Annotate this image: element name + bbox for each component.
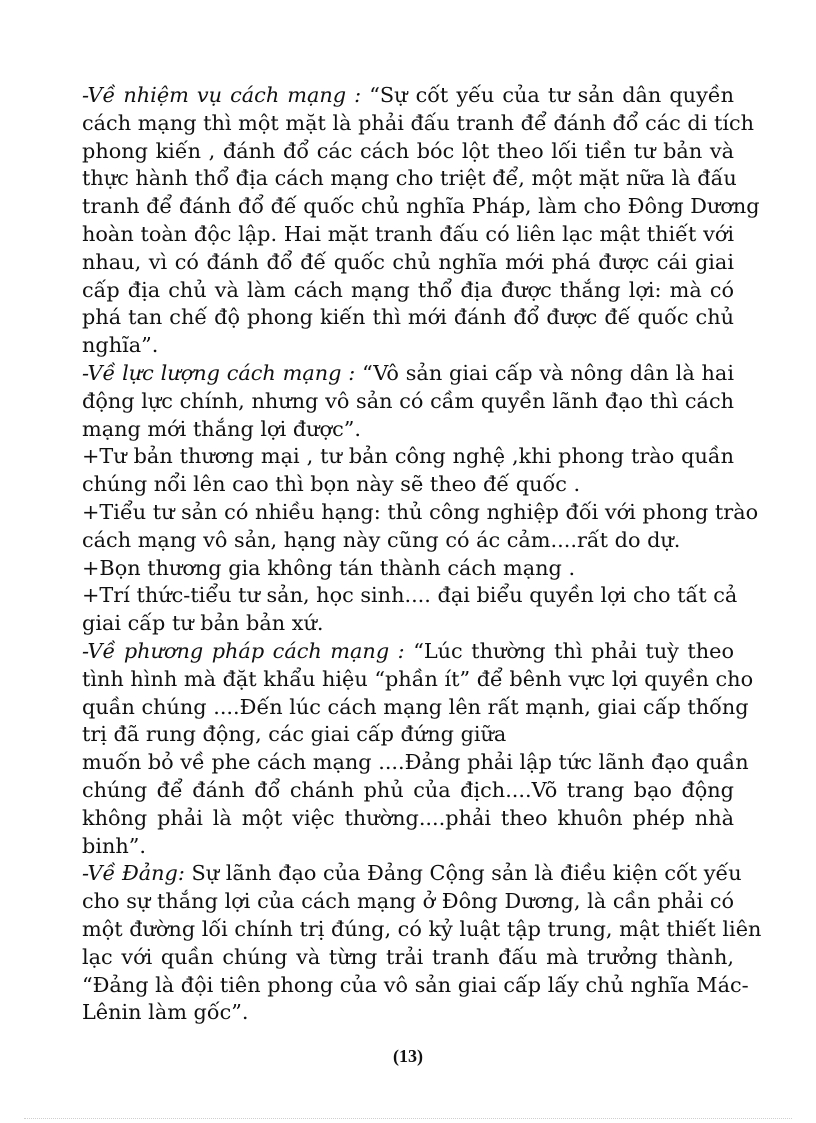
text-line: nhau, vì có đánh đổ đế quốc chủ nghĩa mới phá được cái giai: [82, 249, 734, 274]
footer-divider: [24, 1118, 792, 1119]
bullet-petty-bourgeoisie: [82, 499, 759, 555]
text-line: phong kiến , đánh đổ các cách bóc lột theo lối tiền tư bản và: [82, 138, 734, 163]
text-line: +Tiểu tư sản có nhiều hạng: thủ công nghiệp đối với phong trào: [82, 499, 759, 524]
section-revolutionary-tasks: [82, 82, 760, 360]
text-line: mạng mới thắng lợi được”.: [82, 416, 361, 441]
text-line: cho sự thắng lợi của cách mạng ở Đông Dương, là cần phải có: [82, 889, 734, 914]
section-heading: -Về phương pháp cách mạng :: [82, 638, 405, 663]
text-line: phá tan chế độ phong kiến thì mới đánh đổ được đế quốc chủ: [82, 305, 734, 330]
section-revolutionary-forces: [82, 360, 734, 443]
text-line: lạc với quần chúng và từng trải tranh đấu mà trưởng thành,: [82, 944, 734, 969]
bullet-merchants: [82, 555, 734, 583]
text-line: trị đã rung động, các giai cấp đứng giữa: [82, 722, 507, 747]
text-line: binh”.: [82, 833, 146, 858]
section-heading: -Về nhiệm vụ cách mạng :: [82, 83, 362, 107]
text-line: [82, 860, 742, 888]
text-line: +Tư bản thương mại , tư bản công nghệ ,khi phong trào quần: [82, 444, 734, 469]
text-line: nghĩa”.: [82, 333, 159, 358]
text-line: cách mạng vô sản, hạng này cũng có ác cảm....rất do dự.: [82, 527, 681, 552]
text-line: chúng để đánh đổ chánh phủ của địch....Võ trang bạo động: [82, 777, 734, 802]
text-line: muốn bỏ về phe cách mạng ....Đảng phải lập tức lãnh đạo quần: [82, 750, 749, 775]
text-fragment: “Lúc thường thì phải tuỳ theo: [404, 638, 734, 663]
text-line: cấp địa chủ và làm cách mạng thổ địa được thắng lợi: mà có: [82, 277, 734, 302]
page-number: (13): [393, 1046, 423, 1066]
text-line: cách mạng thì một mặt là phải đấu tranh để đánh đổ các di tích: [82, 110, 755, 135]
section-heading: -Về Đảng:: [82, 861, 185, 886]
text-fragment: “Vô sản giai cấp và nông dân là hai: [355, 360, 734, 385]
text-line: hoàn toàn độc lập. Hai mặt tranh đấu có liên lạc mật thiết với: [82, 221, 734, 246]
document-body: [82, 82, 762, 1027]
section-revolutionary-methods-continued: [82, 749, 749, 860]
text-line: thực hành thổ địa cách mạng cho triệt để, một mặt nữa là đấu: [82, 166, 737, 191]
text-line: tình hình mà đặt khẩu hiệu “phần ít” để bênh vực lợi quyền cho: [82, 666, 754, 691]
text-line: giai cấp tư bản bản xứ.: [82, 611, 324, 636]
text-line: quần chúng ....Đến lúc cách mạng lên rất mạnh, giai cấp thống: [82, 694, 749, 719]
text-line: không phải là một việc thường....phải theo khuôn phép nhà: [82, 805, 734, 830]
section-revolutionary-methods: [82, 638, 754, 749]
text-line: một đường lối chính trị đúng, có kỷ luật tập trung, mật thiết liên: [82, 916, 762, 941]
bullet-commercial-capital: [82, 443, 734, 499]
text-fragment: “Sự cốt yếu của tư sản dân quyền: [361, 83, 735, 107]
text-line: chúng nổi lên cao thì bọn này sẽ theo đế quốc .: [82, 472, 581, 497]
text-line: tranh để đánh đổ đế quốc chủ nghĩa Pháp, làm cho Đông Dương: [82, 194, 760, 219]
text-line: [82, 82, 734, 110]
text-line: Lênin làm gốc”.: [82, 1000, 249, 1025]
text-line: [82, 638, 734, 666]
text-line: “Đảng là đội tiên phong của vô sản giai cấp lấy chủ nghĩa Mác-: [82, 972, 749, 997]
text-line: động lực chính, nhưng vô sản có cầm quyền lãnh đạo thì cách: [82, 388, 734, 413]
text-line: +Trí thức-tiểu tư sản, học sinh.... đại biểu quyền lợi cho tất cả: [82, 583, 738, 608]
text-line: +Bọn thương gia không tán thành cách mạng .: [82, 555, 576, 580]
bullet-intellectuals: [82, 582, 738, 638]
text-line: [82, 360, 734, 388]
section-heading: -Về lực lượng cách mạng :: [82, 360, 356, 385]
text-fragment: Sự lãnh đạo của Đảng Cộng sản là điều kiện cốt yếu: [184, 861, 742, 886]
section-party: [82, 860, 762, 1027]
